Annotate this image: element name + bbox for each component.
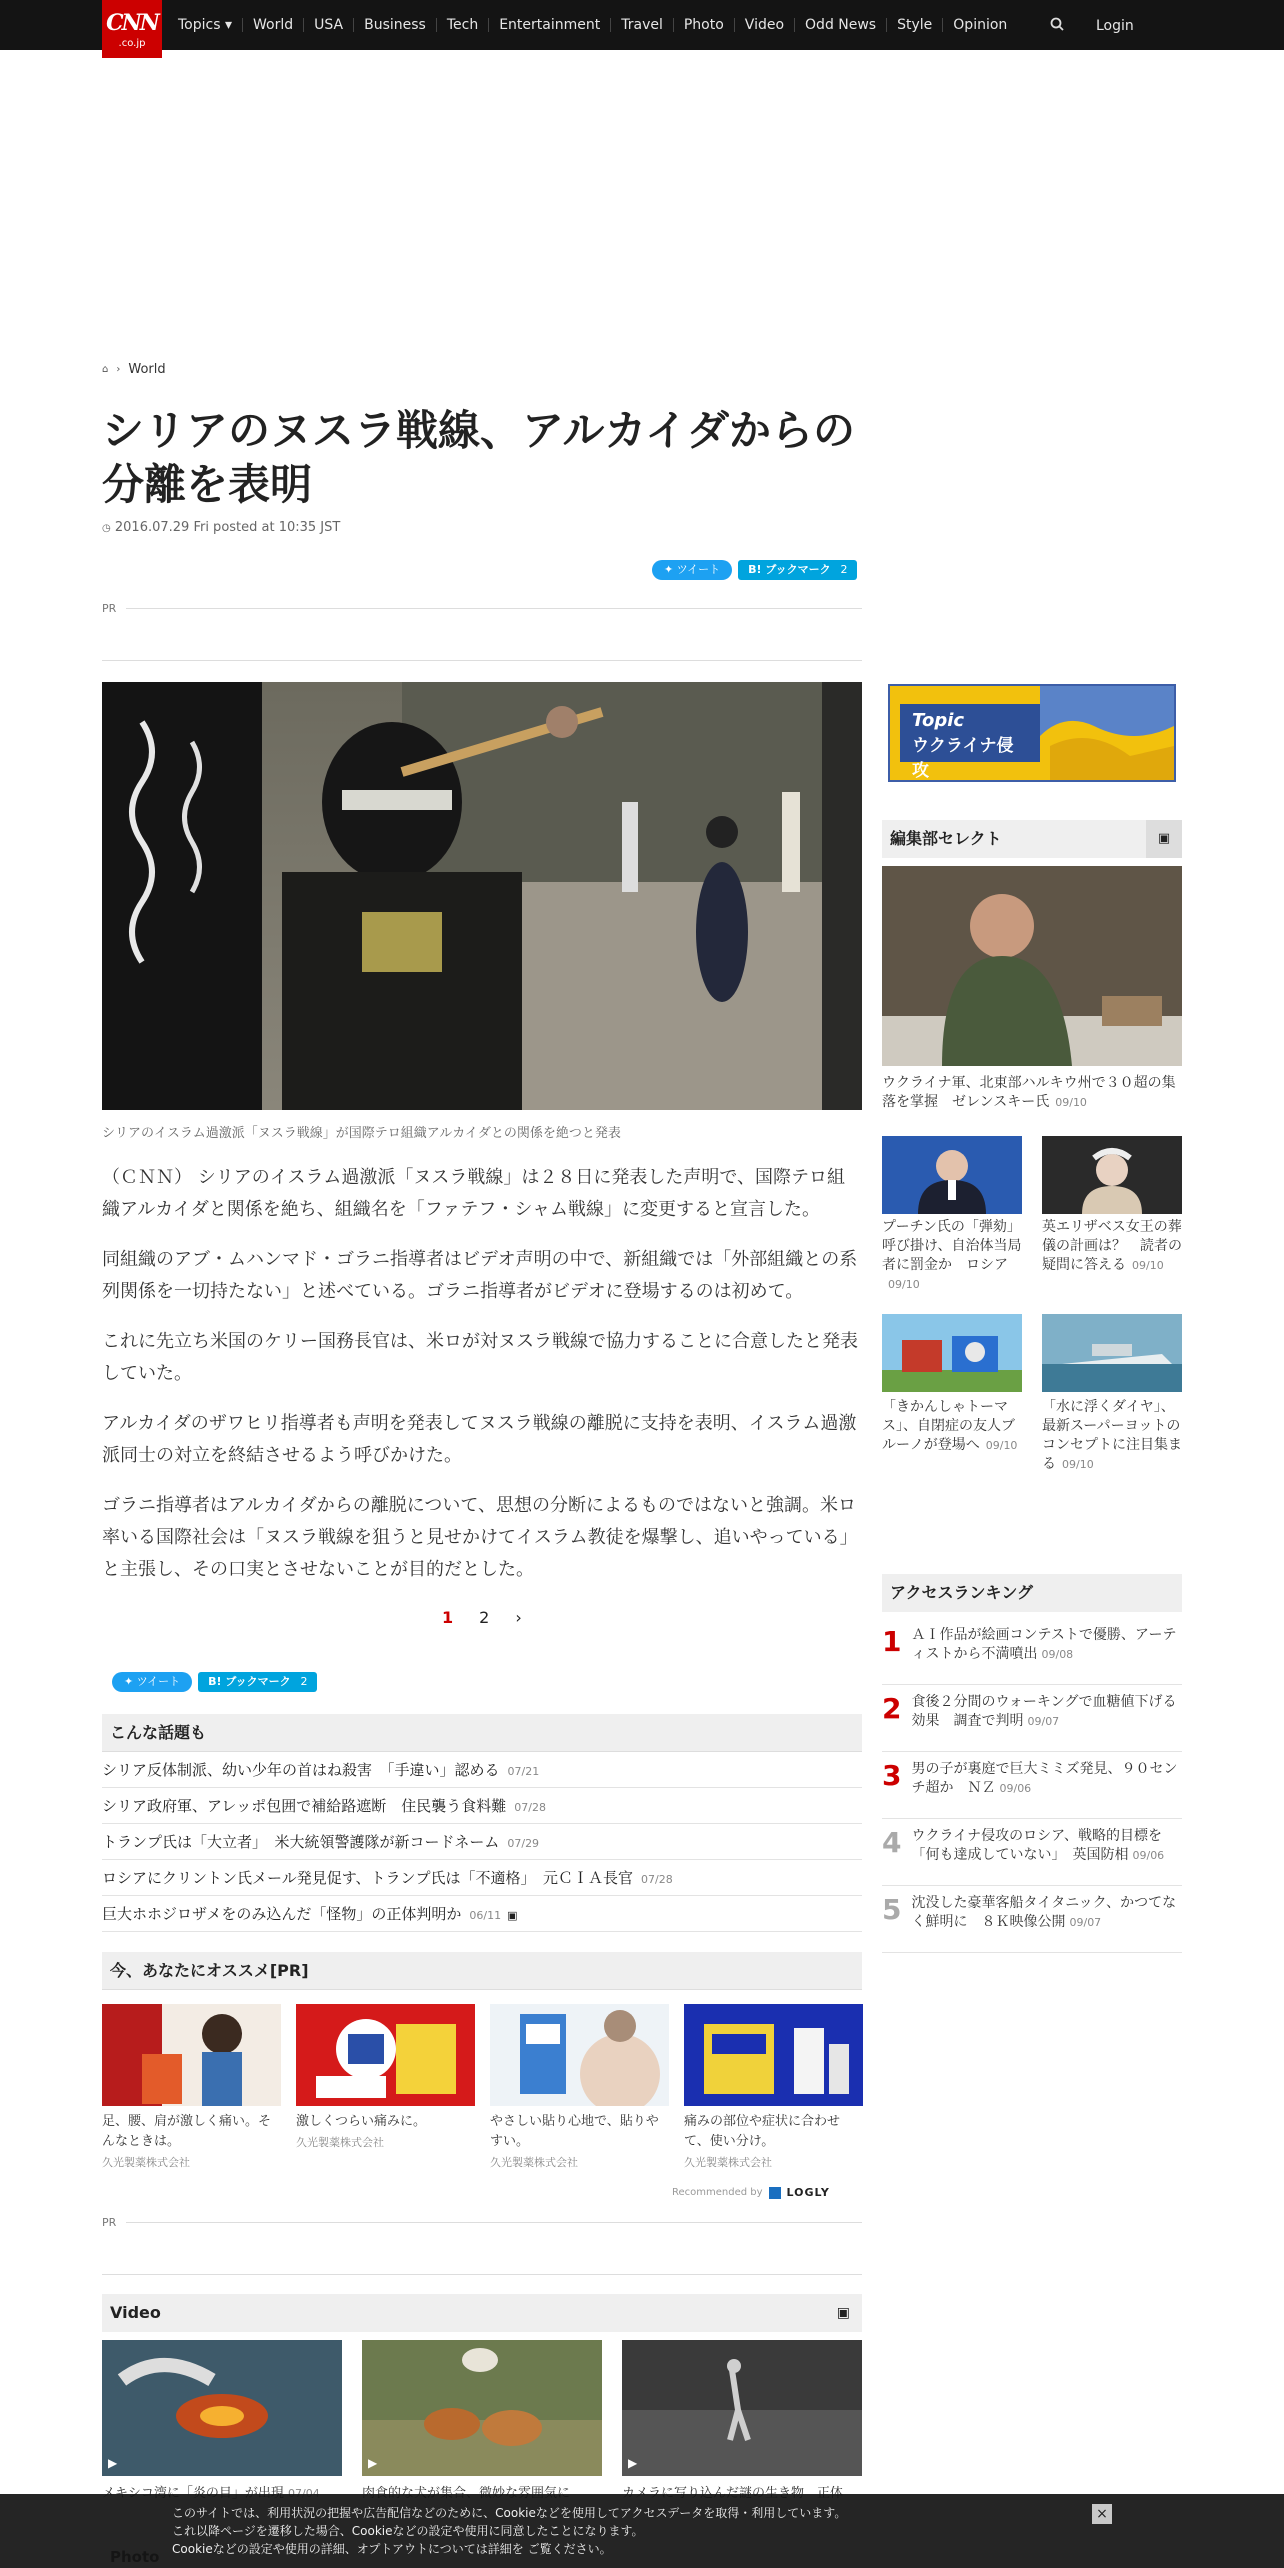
play-icon: ▶ bbox=[108, 2456, 118, 2470]
related-date: 06/11 bbox=[469, 1909, 502, 1922]
page-2-link[interactable]: 2 bbox=[479, 1608, 490, 1627]
home-icon[interactable]: ⌂ bbox=[102, 364, 109, 375]
rank-number: 4 bbox=[882, 1826, 902, 1859]
video-thumbnail bbox=[102, 2340, 342, 2476]
clock-icon: ◷ bbox=[102, 523, 111, 534]
related-title: トランプ氏は「大立者」 米大統領警護隊が新コードネーム bbox=[102, 1833, 500, 1851]
nav-topics[interactable]: Topics ▾ bbox=[168, 18, 243, 32]
recommend-heading: 今、あなたにオススメ[PR] bbox=[102, 1952, 862, 1990]
photo-caption: シリアのイスラム過激派「ヌスラ戦線」が国際テロ組織アルカイダとの関係を絶つと発表 bbox=[102, 1126, 621, 1141]
logly-brand: LOGLY bbox=[786, 2186, 830, 2199]
play-icon: ▶ bbox=[368, 2456, 378, 2470]
ranking-list bbox=[882, 1618, 1182, 1953]
ranking-item[interactable] bbox=[882, 1618, 1182, 1685]
logly-icon bbox=[769, 2187, 781, 2199]
pick-item[interactable]: 英エリザベス女王の葬儀の計画は？ 読者の疑問に答える 09/10 bbox=[1042, 1219, 1182, 1273]
ranking-item[interactable] bbox=[882, 1886, 1182, 1953]
breadcrumb-world[interactable]: World bbox=[128, 362, 166, 377]
hatena-bookmark-button-bottom[interactable] bbox=[198, 1672, 317, 1692]
article-paragraph-4: アルカイダのザワヒリ指導者も声明を発表してヌスラ戦線の離脱に支持を表明、イスラム過激派同士の対立を終結させるよう呼びかけた。 bbox=[102, 1413, 857, 1466]
video-card[interactable] bbox=[622, 2340, 862, 2501]
rank-number: 2 bbox=[882, 1692, 902, 1725]
recommend-source: 久光製薬株式会社 bbox=[490, 2156, 578, 2169]
related-item[interactable] bbox=[102, 1752, 862, 1788]
video-thumbnail bbox=[362, 2340, 602, 2476]
recommend-card[interactable] bbox=[102, 2004, 281, 2170]
recommend-card[interactable] bbox=[684, 2004, 863, 2170]
rank-text: 沈没した豪華客船タイタニック、かつてなく鮮明に ８Ｋ映像公開 09/07 bbox=[911, 1895, 1177, 1930]
topic-title: ウクライナ侵攻 bbox=[912, 736, 1014, 781]
tweet-label: ツイート bbox=[676, 563, 721, 576]
related-title: シリア政府軍、アレッポ包囲で補給路遮断 住民襲う食料難 bbox=[102, 1797, 507, 1815]
related-title: ロシアにクリントン氏メール発見促す、トランプ氏は「不適格」 元ＣＩＡ長官 bbox=[102, 1869, 634, 1887]
recommend-text: 痛みの部位や症状に合わせて、使い分け。 bbox=[684, 2114, 841, 2149]
pick-item-main[interactable]: ウクライナ軍、北東部ハルキウ州で３０超の集落を掌握 ゼレンスキー氏 09/10 bbox=[882, 1075, 1176, 1110]
pick-image[interactable] bbox=[1042, 1136, 1182, 1214]
nav-tech[interactable]: Tech bbox=[437, 18, 489, 32]
cookie-message bbox=[172, 2504, 846, 2558]
nav-opinion[interactable]: Opinion bbox=[953, 17, 1008, 33]
camera-icon: ▣ bbox=[507, 1909, 518, 1922]
pick-item[interactable]: 「水に浮くダイヤ」、最新スーパーヨットのコンセプトに注目集まる 09/10 bbox=[1042, 1399, 1182, 1472]
pick-image[interactable] bbox=[882, 1314, 1022, 1392]
article-paragraph-2: 同組織のアブ・ムハンマド・ゴラニ指導者はビデオ声明の中で、新組織では「外部組織との系列関係を一切持たない」と述べている。ゴラニ指導者がビデオに登場するのは初めて。 bbox=[102, 1249, 858, 1302]
nav-odd-news[interactable]: Odd News bbox=[795, 18, 887, 32]
nav-world[interactable]: World bbox=[243, 18, 304, 32]
camera-icon[interactable]: ▣ bbox=[1146, 820, 1182, 858]
topic-label: Topic bbox=[912, 710, 965, 731]
topic-banner[interactable] bbox=[888, 684, 1176, 782]
nav-entertainment[interactable]: Entertainment bbox=[489, 18, 611, 32]
logo-sub-text: .co.jp bbox=[118, 38, 146, 49]
recommend-text: 足、腰、肩が激しく痛い。そんなときは。 bbox=[102, 2114, 272, 2149]
ranking-item[interactable] bbox=[882, 1819, 1182, 1886]
recommend-grid bbox=[102, 2004, 862, 2170]
cookie-line-3: Cookieなどの設定や使用の詳細、オプトアウトについては詳細を ご覧ください。 bbox=[172, 2542, 612, 2556]
ranking-heading: アクセスランキング bbox=[882, 1574, 1182, 1612]
rank-text: ＡＩ作品が絵画コンテストで優勝、アーティストから不満噴出 09/08 bbox=[911, 1627, 1177, 1662]
article-hero-photo bbox=[102, 682, 862, 1110]
tweet-button-bottom[interactable] bbox=[112, 1672, 192, 1692]
recommend-image bbox=[490, 2004, 669, 2106]
rank-text: 食後２分間のウォーキングで血糖値下げる効果 調査で判明 09/07 bbox=[911, 1694, 1177, 1729]
video-heading-text: Video bbox=[110, 2303, 161, 2322]
article-title: シリアのヌスラ戦線、アルカイダからの分離を表明 bbox=[102, 406, 856, 509]
related-item[interactable] bbox=[102, 1824, 862, 1860]
pr-label: PR bbox=[102, 602, 117, 615]
related-item[interactable] bbox=[102, 1896, 862, 1932]
article-paragraph-5: ゴラニ指導者はアルカイダからの離脱について、思想の分断によるものではないと強調。米ロ率いる国際社会は「ヌスラ戦線を狙うと見せかけてイスラム教徒を爆撃し、追いやっている」と主張し、その口実とさせないことが目的だとした。 bbox=[102, 1495, 858, 1580]
main-nav bbox=[168, 0, 1017, 50]
pick-image[interactable] bbox=[882, 1136, 1022, 1214]
divider bbox=[102, 2274, 862, 2275]
search-icon[interactable] bbox=[1050, 16, 1064, 35]
twitter-bird-icon: ✦ bbox=[664, 563, 674, 576]
share-buttons-top bbox=[652, 560, 857, 580]
nav-business[interactable]: Business bbox=[354, 18, 437, 32]
video-thumbnail bbox=[622, 2340, 862, 2476]
divider bbox=[102, 660, 862, 661]
article-date bbox=[102, 520, 340, 535]
pick-image[interactable] bbox=[1042, 1314, 1182, 1392]
editors-pick-heading bbox=[882, 820, 1182, 858]
related-heading: こんな話題も bbox=[102, 1714, 862, 1752]
top-navigation-bar bbox=[0, 0, 1284, 50]
video-heading bbox=[102, 2294, 862, 2332]
pr-separator-1 bbox=[102, 602, 862, 615]
rank-text: ウクライナ侵攻のロシア、戦略的目標を「何も達成していない」 英国防相 09/06 bbox=[911, 1828, 1165, 1863]
related-list bbox=[102, 1752, 862, 1932]
cookie-line-1: このサイトでは、利用状況の把握や広告配信などのために、Cookieなどを使用してアクセスデータを取得・利用しています。 bbox=[172, 2506, 847, 2520]
recommend-card[interactable] bbox=[296, 2004, 475, 2170]
pr-separator-2 bbox=[102, 2216, 862, 2229]
nav-usa[interactable]: USA bbox=[304, 18, 354, 32]
breadcrumb bbox=[102, 362, 166, 377]
rank-text: 男の子が裏庭で巨大ミミズ発見、９０センチ超か ＮＺ 09/06 bbox=[911, 1761, 1178, 1796]
article-paragraph-1: （ＣＮＮ） シリアのイスラム過激派「ヌスラ戦線」は２８日に発表した声明で、国際テロ組織アルカイダと関係を絶ち、組織名を「ファテフ・シャム戦線」に変更すると宣言した。 bbox=[102, 1167, 845, 1220]
ranking-item[interactable] bbox=[882, 1752, 1182, 1819]
hatena-count: 2 bbox=[840, 563, 848, 576]
video-grid bbox=[102, 2340, 862, 2501]
pick-item[interactable]: 「きかんしゃトーマス」、自閉症の友人ブルーノが登場へ 09/10 bbox=[882, 1399, 1018, 1453]
recommend-source: 久光製薬株式会社 bbox=[102, 2156, 190, 2169]
logly-credit[interactable] bbox=[672, 2186, 830, 2199]
cookie-line-2: これ以降ページを遷移した場合、Cookieなどの設定や使用に同意したことになります。 bbox=[172, 2524, 644, 2538]
play-icon: ▶ bbox=[628, 2456, 638, 2470]
rank-number: 3 bbox=[882, 1759, 902, 1792]
cookie-close-button[interactable]: × bbox=[1092, 2504, 1112, 2524]
recommend-image bbox=[296, 2004, 475, 2106]
related-date: 07/28 bbox=[641, 1873, 673, 1886]
hatena-label: B! ブックマーク bbox=[208, 1675, 291, 1688]
related-date: 07/21 bbox=[507, 1765, 540, 1778]
topic-label-box bbox=[900, 704, 1040, 781]
login-link[interactable]: Login bbox=[1096, 18, 1134, 34]
nav-photo[interactable]: Photo bbox=[674, 18, 735, 32]
twitter-bird-icon: ✦ bbox=[124, 1675, 134, 1688]
nav-video[interactable]: Video bbox=[735, 18, 795, 32]
tweet-button[interactable] bbox=[652, 560, 732, 580]
pick-image-main[interactable] bbox=[882, 866, 1182, 1066]
ranking-item[interactable] bbox=[882, 1685, 1182, 1752]
cookie-consent-bar bbox=[0, 2494, 1284, 2568]
video-camera-icon[interactable]: ▣ bbox=[836, 2305, 850, 2321]
hatena-label: B! ブックマーク bbox=[748, 563, 831, 576]
pr-label: PR bbox=[102, 2216, 117, 2229]
recommend-image bbox=[684, 2004, 863, 2106]
pick-item[interactable]: プーチン氏の「弾劾」呼び掛け、自治体当局者に罰金か ロシア09/10 bbox=[882, 1219, 1022, 1291]
nav-travel[interactable]: Travel bbox=[611, 18, 674, 32]
related-title: シリア反体制派、幼い少年の首はね殺害 「手違い」認める bbox=[102, 1761, 500, 1779]
recommend-image bbox=[102, 2004, 281, 2106]
editors-pick-heading-text: 編集部セレクト bbox=[890, 829, 1002, 848]
recommend-text: 激しくつらい痛みに。 bbox=[296, 2114, 427, 2129]
related-date: 07/29 bbox=[507, 1837, 540, 1850]
recommended-by-text: Recommended by bbox=[672, 2187, 763, 2198]
recommend-source: 久光製薬株式会社 bbox=[684, 2156, 772, 2169]
video-card[interactable] bbox=[102, 2340, 342, 2501]
page-1-link[interactable]: 1 bbox=[442, 1608, 454, 1627]
nav-style[interactable]: Style bbox=[887, 18, 943, 32]
cnn-logo[interactable] bbox=[102, 0, 162, 58]
related-title: 巨大ホホジロザメをのみ込んだ「怪物」の正体判明か bbox=[102, 1905, 462, 1923]
next-page-icon[interactable]: › bbox=[515, 1608, 522, 1627]
video-card[interactable] bbox=[362, 2340, 602, 2501]
related-item[interactable] bbox=[102, 1788, 862, 1824]
article-paragraph-3: これに先立ち米国のケリー国務長官は、米ロが対ヌスラ戦線で協力することに合意したと発表していた。 bbox=[102, 1331, 858, 1384]
hatena-bookmark-button[interactable] bbox=[738, 560, 857, 580]
related-date: 07/28 bbox=[514, 1801, 546, 1814]
hatena-count: 2 bbox=[300, 1675, 308, 1688]
logo-main-text: CNN bbox=[106, 10, 158, 36]
recommend-text: やさしい貼り心地で、貼りやすい。 bbox=[490, 2114, 659, 2149]
recommend-card[interactable] bbox=[490, 2004, 669, 2170]
share-buttons-bottom bbox=[112, 1672, 317, 1692]
rank-number: 5 bbox=[882, 1893, 902, 1926]
recommend-source: 久光製薬株式会社 bbox=[296, 2136, 384, 2149]
related-item[interactable] bbox=[102, 1860, 862, 1896]
article-date-text: 2016.07.29 Fri posted at 10:35 JST bbox=[114, 520, 341, 535]
chevron-right-icon: › bbox=[116, 364, 121, 375]
rank-number: 1 bbox=[882, 1625, 902, 1658]
tweet-label: ツイート bbox=[136, 1675, 181, 1688]
pagination bbox=[442, 1608, 522, 1627]
